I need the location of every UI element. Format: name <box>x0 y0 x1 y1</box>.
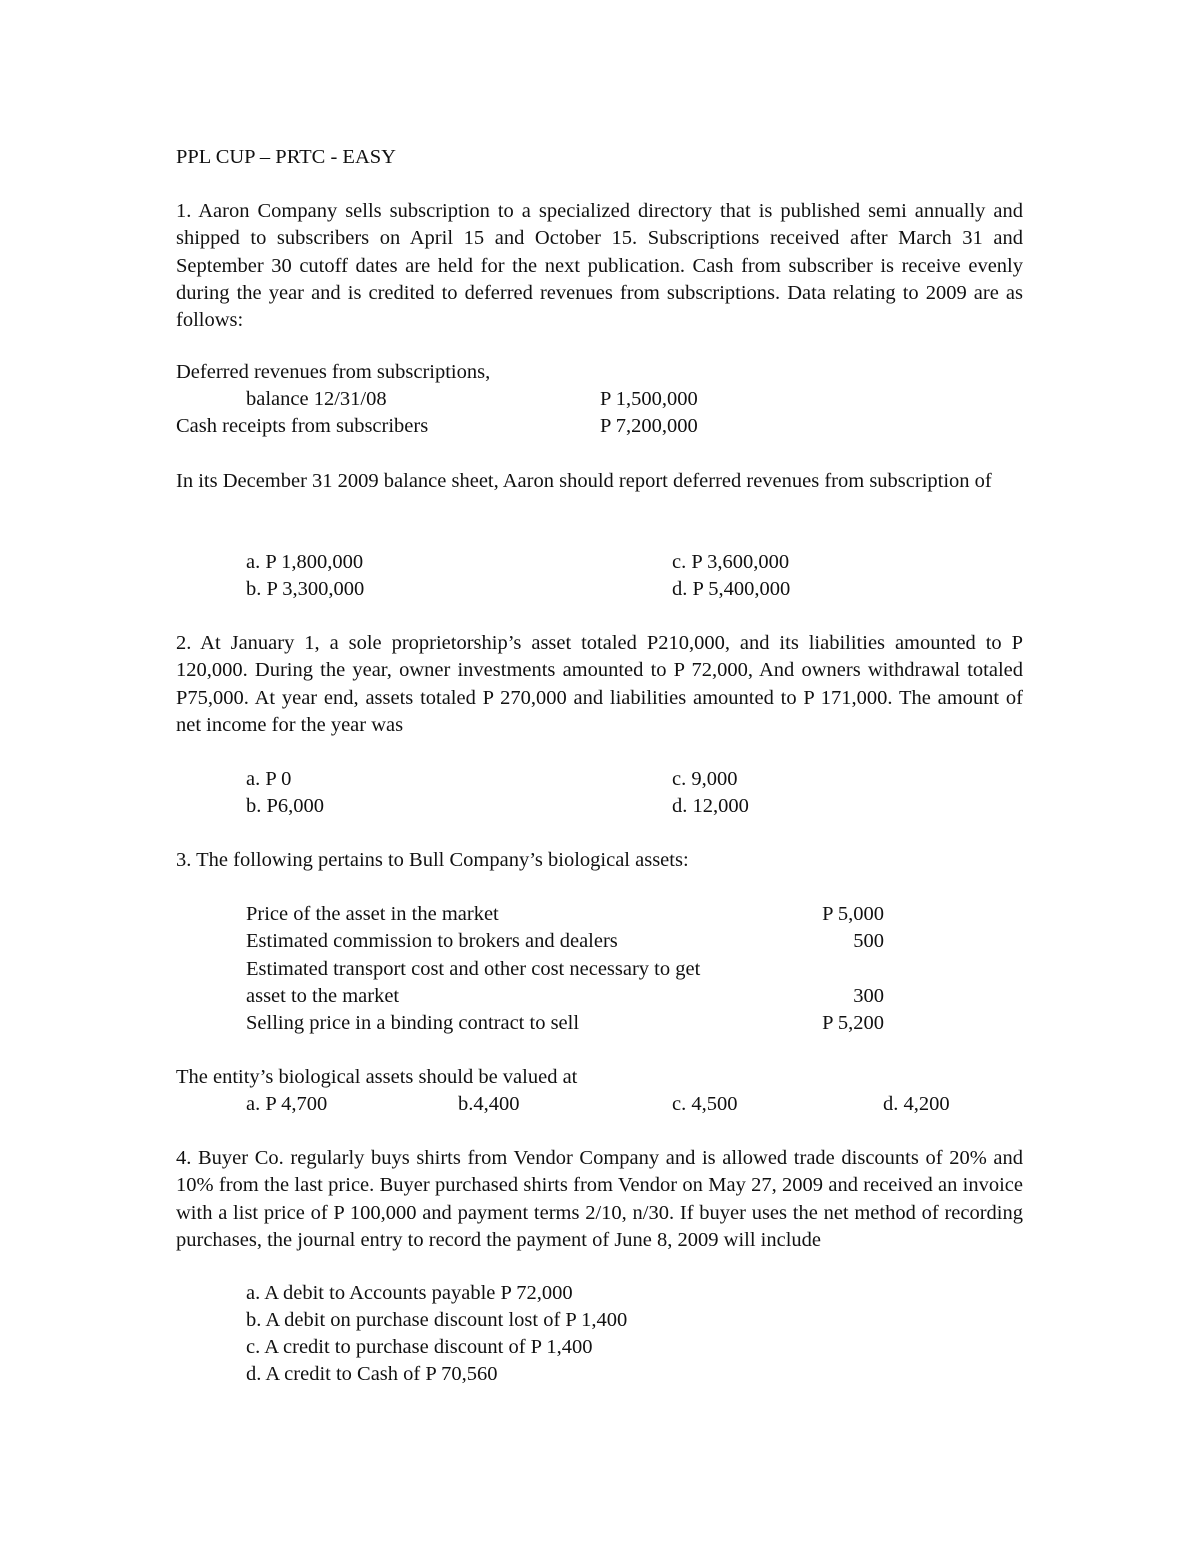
q3-row-label: Estimated transport cost and other cost necessary to get <box>246 958 701 980</box>
q2-choice-a: a. P 0 <box>246 768 292 790</box>
q3-row-value: P 5,000 <box>822 903 884 925</box>
q4-choice-b: b. A debit on purchase discount lost of P 1,400 <box>246 1309 628 1331</box>
question-1-prompt: In its December 31 2009 balance sheet, Aaron should report deferred revenues from subscription of <box>176 470 992 492</box>
q4-choice-c: c. A credit to purchase discount of P 1,400 <box>246 1336 593 1358</box>
q3-choice-c: c. 4,500 <box>672 1093 738 1115</box>
q4-choice-d: d. A credit to Cash of P 70,560 <box>246 1363 498 1385</box>
q3-row-label: Estimated commission to brokers and dealers <box>246 930 618 952</box>
q3-row-value: P 5,200 <box>822 1012 884 1034</box>
question-4-stem: 4. Buyer Co. regularly buys shirts from Vendor Company and is allowed trade discounts of 20% and 10% from the last price. Buyer purchased shirts from Vendor on May 27, 2009 and received an invoice with a list price of P 100,000 and payment terms 2/10, n/30. If buyer uses the net method of recording purchases, the journal entry to record the payment of June 8, 2009 will include <box>176 1147 1023 1251</box>
q2-choice-b: b. P6,000 <box>246 795 325 817</box>
q2-choice-c: c. 9,000 <box>672 768 738 790</box>
q3-row-label: Price of the asset in the market <box>246 903 499 925</box>
q3-row-label: Selling price in a binding contract to sell <box>246 1012 580 1034</box>
q1-row1-value: P 1,500,000 <box>600 388 698 410</box>
q1-row2-value: P 7,200,000 <box>600 415 698 437</box>
q4-choice-a: a. A debit to Accounts payable P 72,000 <box>246 1282 573 1304</box>
q1-row2-label: Cash receipts from subscribers <box>176 415 429 437</box>
q3-row-value: 500 <box>853 930 884 952</box>
question-3-prompt: The entity’s biological assets should be valued at <box>176 1066 578 1088</box>
q1-choice-d: d. P 5,400,000 <box>672 578 791 600</box>
q1-choice-c: c. P 3,600,000 <box>672 551 790 573</box>
q1-choice-b: b. P 3,300,000 <box>246 578 365 600</box>
q1-row1-label: Deferred revenues from subscriptions, <box>176 361 491 383</box>
q3-row-value: 300 <box>853 985 884 1007</box>
q2-choice-d: d. 12,000 <box>672 795 749 817</box>
q3-choice-a: a. P 4,700 <box>246 1093 328 1115</box>
q3-row-label: asset to the market <box>246 985 400 1007</box>
question-3-stem: 3. The following pertains to Bull Company’s biological assets: <box>176 849 689 871</box>
q1-row1-sub-label: balance 12/31/08 <box>246 388 387 410</box>
question-1-stem: 1. Aaron Company sells subscription to a specialized directory that is published semi annually and shipped to subscribers on April 15 and October 15. Subscriptions received after March 31 and September 30 cutoff dates are held for the next publication. Cash from subscriber is receive evenly during the year and is credited to deferred revenues from subscriptions. Data relating to 2009 are as follows: <box>176 200 1023 332</box>
q3-choice-b: b.4,400 <box>458 1093 520 1115</box>
question-2-stem: 2. At January 1, a sole proprietorship’s asset totaled P210,000, and its liabilities amounted to P 120,000. During the year, owner investments amounted to P 72,000, And owners withdrawal totaled P75,000. At year end, assets totaled P 270,000 and liabilities amounted to P 171,000. The amount of net income for the year was <box>176 632 1023 736</box>
q1-choice-a: a. P 1,800,000 <box>246 551 364 573</box>
q3-choice-d: d. 4,200 <box>883 1093 950 1115</box>
document-title: PPL CUP – PRTC - EASY <box>176 146 396 168</box>
